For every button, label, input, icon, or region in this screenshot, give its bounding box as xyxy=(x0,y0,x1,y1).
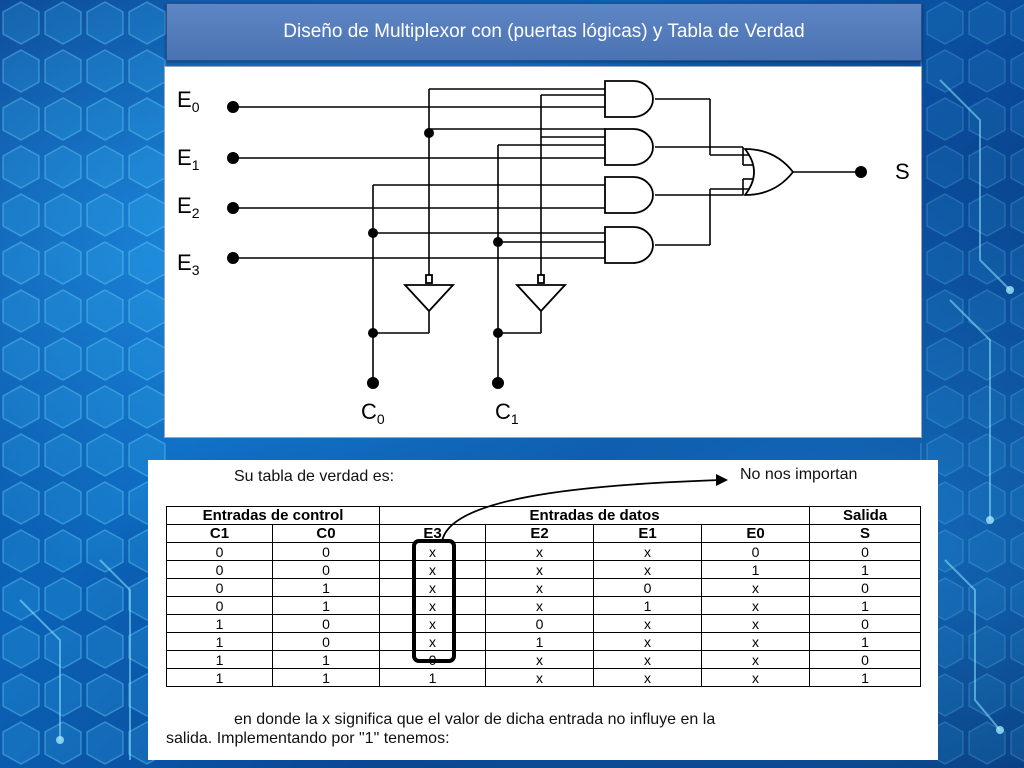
footer-note xyxy=(166,710,920,748)
table-cell: 0 xyxy=(273,615,380,633)
table-cell: x xyxy=(594,651,702,669)
table-cell: 1 xyxy=(486,633,594,651)
table-cell: 1 xyxy=(273,651,380,669)
table-cell: 0 xyxy=(810,615,921,633)
label-output: S xyxy=(895,159,910,184)
column-header-e3: E3 xyxy=(380,525,486,543)
table-cell: 1 xyxy=(167,669,273,687)
page-title: Diseño de Multiplexor con (puertas lógicas) y Tabla de Verdad xyxy=(283,21,805,42)
input-terminal-e2 xyxy=(227,202,239,214)
table-cell: 1 xyxy=(273,597,380,615)
footer-line-1: en donde la x significa que el valor de dicha entrada no influye en la xyxy=(234,711,716,728)
table-cell: x xyxy=(702,597,810,615)
input-terminal-e3 xyxy=(227,252,239,264)
table-intro: Su tabla de verdad es: xyxy=(234,468,395,485)
table-cell: x xyxy=(486,669,594,687)
table-cell: 1 xyxy=(167,633,273,651)
group-header-data: Entradas de datos xyxy=(380,507,810,525)
table-cell: 1 xyxy=(810,633,921,651)
input-terminal-e1 xyxy=(227,152,239,164)
table-cell: 0 xyxy=(810,579,921,597)
label-e0: $E_0$ xyxy=(177,87,200,115)
truth-table-panel xyxy=(148,460,938,760)
table-cell: x xyxy=(594,561,702,579)
or-gate xyxy=(745,149,793,195)
table-cell: 0 xyxy=(810,651,921,669)
not-gate-c1 xyxy=(517,285,565,311)
and-gate-2 xyxy=(605,177,653,213)
column-header-s: S xyxy=(810,525,921,543)
table-cell: 0 xyxy=(167,561,273,579)
table-cell: x xyxy=(486,543,594,561)
table-row xyxy=(167,543,921,561)
table-cell: x xyxy=(380,543,486,561)
label-e3: $E_3$ xyxy=(177,250,200,278)
table-cell: 1 xyxy=(810,561,921,579)
column-header-e2: E2 xyxy=(486,525,594,543)
table-row xyxy=(167,633,921,651)
table-cell: x xyxy=(380,561,486,579)
column-header-row xyxy=(167,525,921,543)
table-cell: 1 xyxy=(810,597,921,615)
group-header-control: Entradas de control xyxy=(167,507,380,525)
label-c0: $C_0$ xyxy=(361,399,385,427)
table-cell: x xyxy=(594,543,702,561)
table-cell: 1 xyxy=(594,597,702,615)
table-cell: 1 xyxy=(380,669,486,687)
table-cell: 1 xyxy=(273,579,380,597)
annotation-label: No nos importan xyxy=(740,466,858,483)
table-cell: x xyxy=(702,579,810,597)
output-terminal xyxy=(855,166,867,178)
table-cell: x xyxy=(380,615,486,633)
table-row xyxy=(167,651,921,669)
table-cell: 0 xyxy=(702,543,810,561)
table-cell: x xyxy=(486,561,594,579)
table-cell: x xyxy=(702,633,810,651)
table-cell: 0 xyxy=(167,579,273,597)
title-bar xyxy=(166,3,922,61)
table-cell: 0 xyxy=(486,615,594,633)
arrowhead-icon xyxy=(716,474,728,486)
column-header-e1: E1 xyxy=(594,525,702,543)
label-e2: $E_2$ xyxy=(177,193,200,221)
table-cell: x xyxy=(380,633,486,651)
and-gate-0 xyxy=(605,81,653,117)
footer-line-2: salida. Implementando por "1" tenemos: xyxy=(166,730,450,747)
table-cell: x xyxy=(702,651,810,669)
table-cell: 0 xyxy=(273,561,380,579)
table-cell: 0 xyxy=(167,543,273,561)
and-gate-1 xyxy=(605,129,653,165)
table-cell: 0 xyxy=(167,597,273,615)
input-terminal-e0 xyxy=(227,101,239,113)
table-cell: x xyxy=(486,651,594,669)
multiplexer-circuit xyxy=(165,67,921,437)
table-row xyxy=(167,615,921,633)
table-row xyxy=(167,669,921,687)
table-row xyxy=(167,597,921,615)
truth-table-body xyxy=(167,543,921,687)
table-cell: 0 xyxy=(273,633,380,651)
column-header-c1: C1 xyxy=(167,525,273,543)
control-terminal-c0 xyxy=(367,377,379,389)
table-cell: x xyxy=(702,615,810,633)
column-header-e0: E0 xyxy=(702,525,810,543)
table-cell: 1 xyxy=(810,669,921,687)
control-terminal-c1 xyxy=(492,377,504,389)
circuit-diagram-panel xyxy=(164,66,922,438)
table-cell: 0 xyxy=(594,579,702,597)
table-cell: 0 xyxy=(380,651,486,669)
column-header-c0: C0 xyxy=(273,525,380,543)
table-cell: 1 xyxy=(702,561,810,579)
and-gate-3 xyxy=(605,227,653,263)
table-cell: 1 xyxy=(273,669,380,687)
table-row xyxy=(167,561,921,579)
label-c1: $C_1$ xyxy=(495,399,519,427)
table-cell: x xyxy=(594,669,702,687)
table-row xyxy=(167,579,921,597)
table-cell: x xyxy=(594,615,702,633)
table-cell: 0 xyxy=(273,543,380,561)
label-e1: $E_1$ xyxy=(177,145,200,173)
table-cell: x xyxy=(486,597,594,615)
table-cell: 1 xyxy=(167,615,273,633)
table-cell: x xyxy=(380,579,486,597)
truth-table xyxy=(166,506,921,687)
table-cell: 0 xyxy=(810,543,921,561)
group-header-output: Salida xyxy=(810,507,921,525)
table-cell: x xyxy=(594,633,702,651)
not-gate-c0 xyxy=(405,285,453,311)
table-cell: x xyxy=(380,597,486,615)
table-cell: 1 xyxy=(167,651,273,669)
table-cell: x xyxy=(486,579,594,597)
table-cell: x xyxy=(702,669,810,687)
